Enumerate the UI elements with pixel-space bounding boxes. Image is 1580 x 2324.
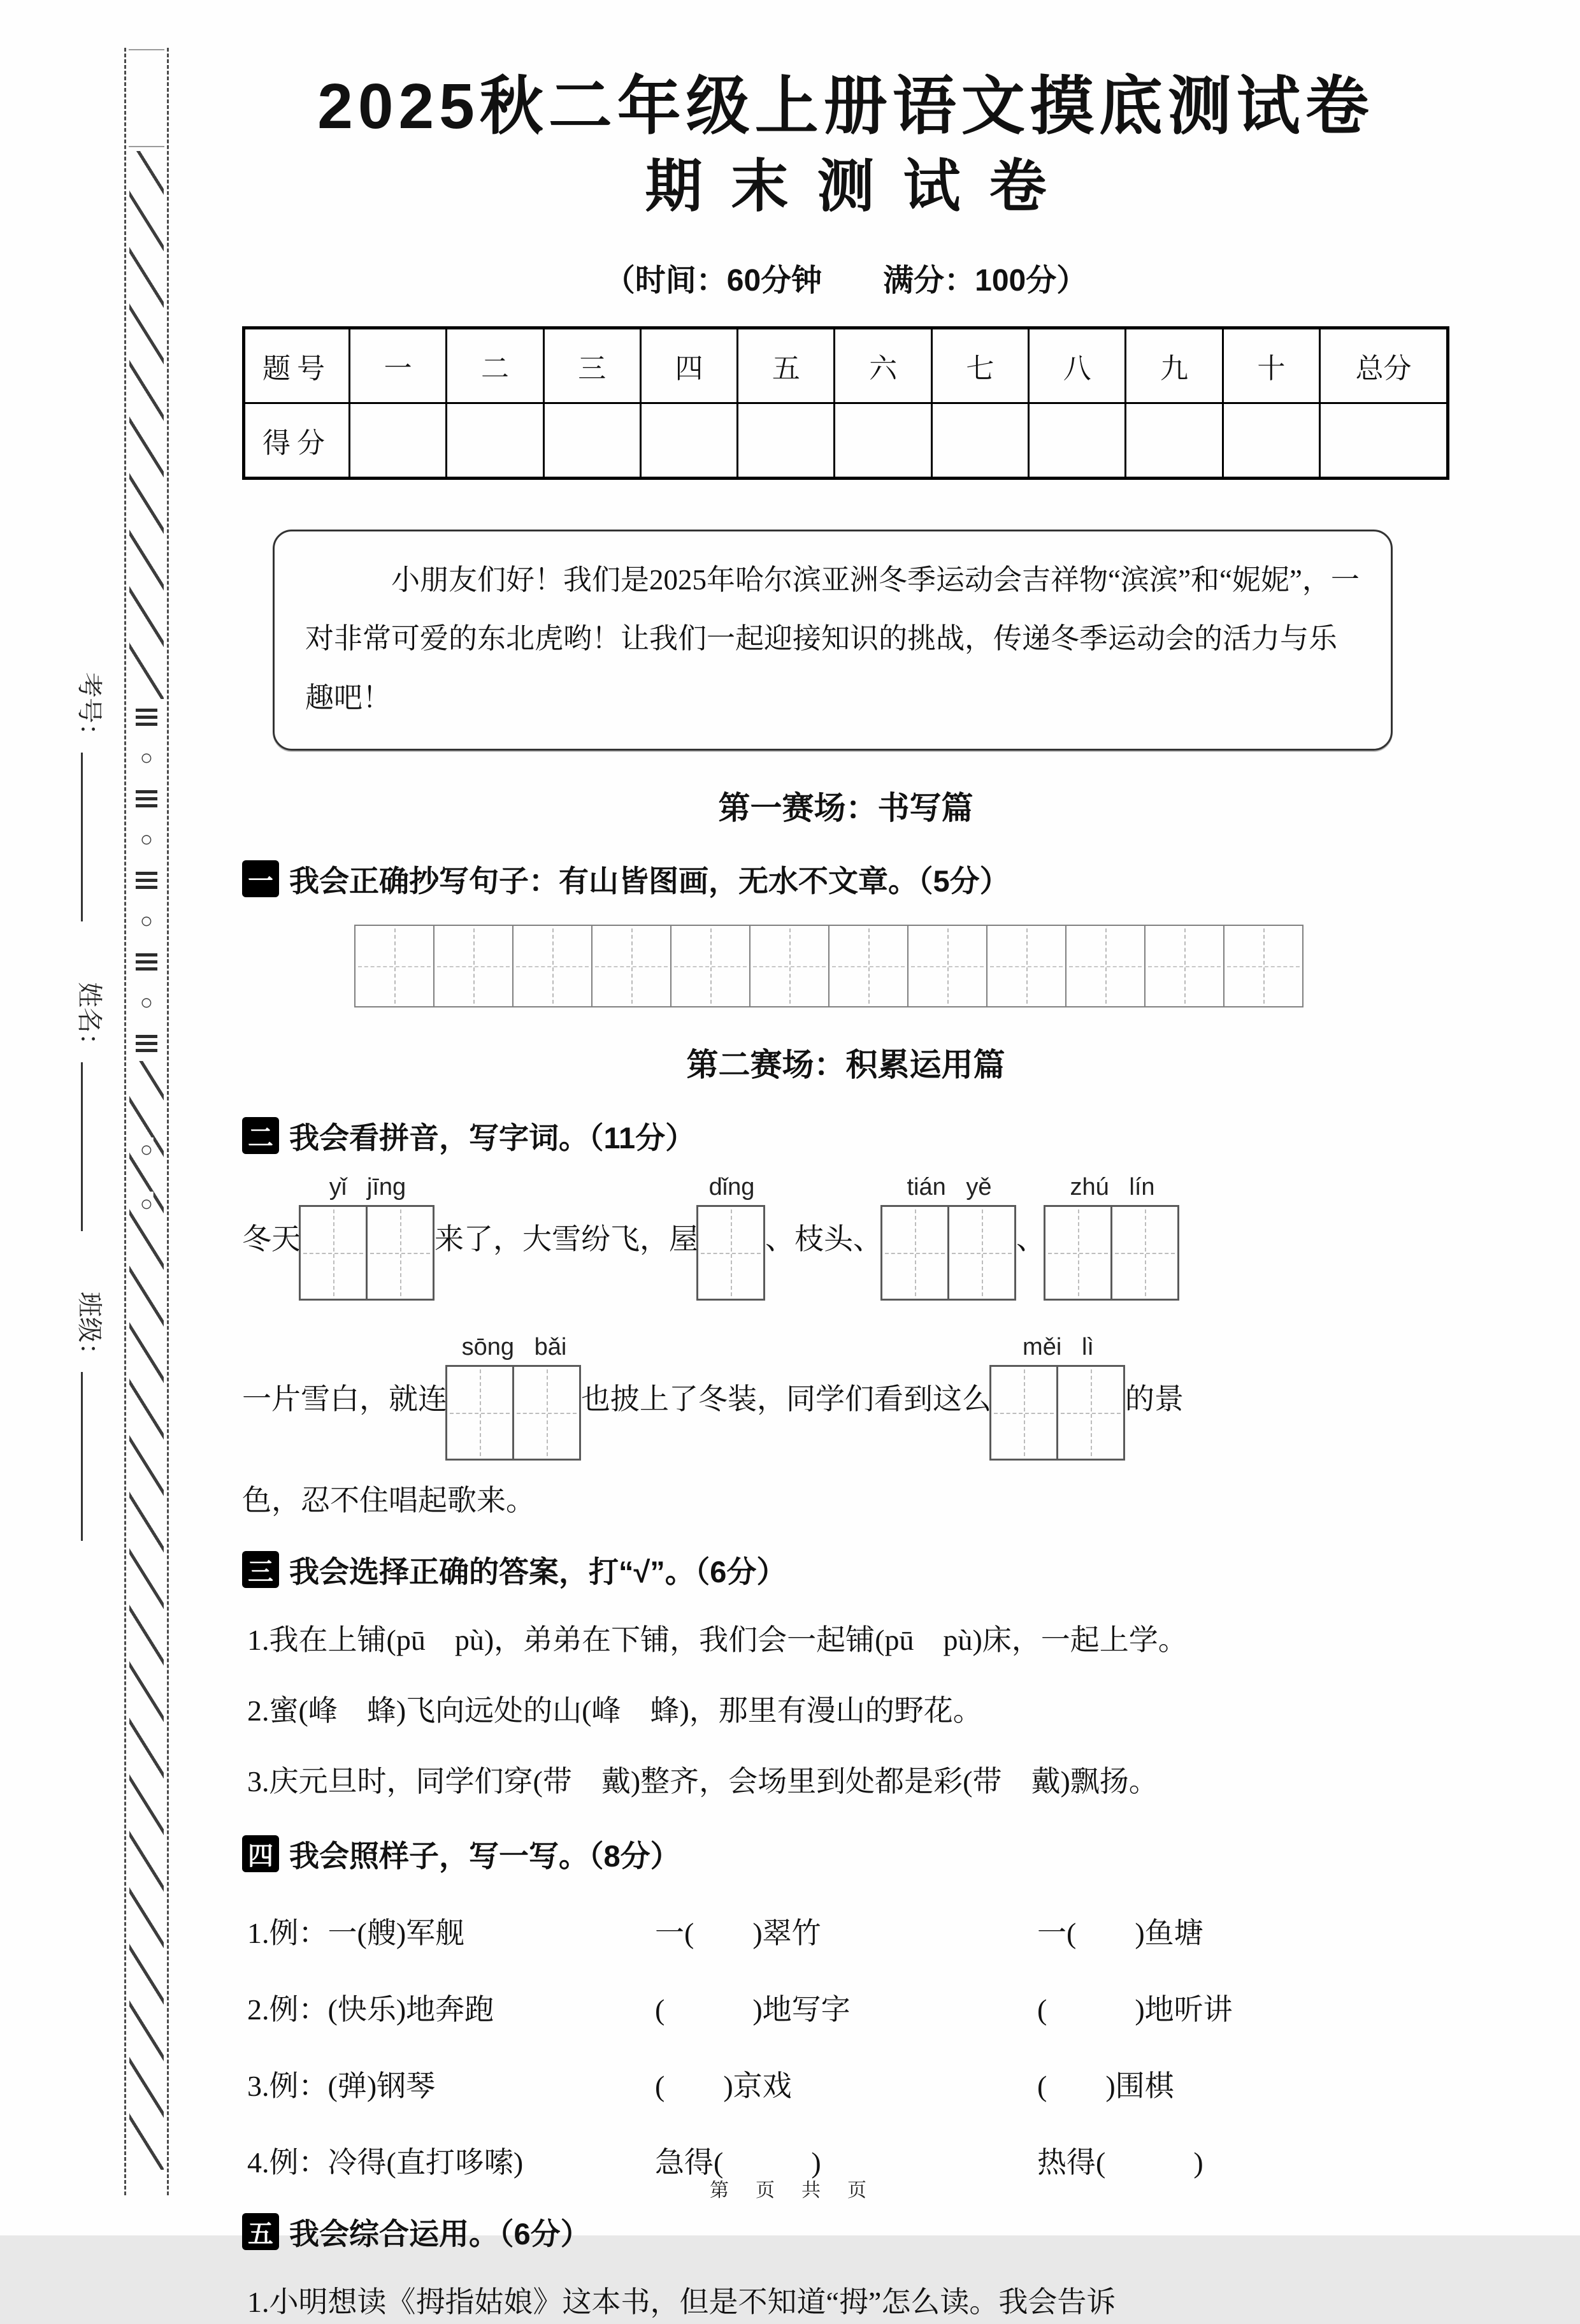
question1-number-badge: 一 [242, 860, 279, 897]
intro-text: 小朋友们好！我们是2025年哈尔滨亚洲冬季运动会吉祥物“滨滨”和“妮妮”，一对非常可爱的东北虎哟！让我们一起迎接知识的挑战，传递冬季运动会的活力与乐趣吧！ [305, 564, 1360, 714]
score-col-6: 七 [931, 328, 1028, 403]
question1-text: 我会正确抄写句子：有山皆图画，无水不文章。（5分） [289, 863, 1010, 898]
pinyin-answer-group [1045, 1174, 1179, 1301]
question3-number-badge: 三 [242, 1551, 279, 1588]
pinyin-row-2 [242, 1477, 1449, 1519]
question4-heading [242, 1833, 1449, 1875]
answer-cell [1044, 1205, 1112, 1301]
handwriting-cell [986, 925, 1066, 1007]
handwriting-cell [512, 925, 592, 1007]
score-col-9: 十 [1223, 328, 1319, 403]
question4-cell: ( )围棋 [1037, 2069, 1174, 2102]
seal-text-mark [136, 790, 157, 807]
seal-text-mark [136, 871, 157, 889]
seal-text-mark [136, 1034, 157, 1052]
question4-number-badge: 四 [242, 1835, 279, 1872]
score-col-label: 题号 [244, 328, 350, 403]
pinyin-label: zhú lín [1070, 1173, 1155, 1201]
score-cell-0 [350, 403, 447, 479]
score-cell-7 [1029, 403, 1126, 479]
pinyin-label: yǐ jīng [329, 1173, 406, 1201]
score-col-1: 二 [447, 328, 543, 403]
score-col-2: 三 [543, 328, 640, 403]
seal-circle: ○ [140, 990, 154, 1014]
pinyin-label: měi lì [1023, 1333, 1094, 1360]
handwriting-grid [356, 925, 1449, 1007]
score-col-10: 总分 [1320, 328, 1448, 403]
question5-item-1: 1.小明想读《拇指姑娘》这本书，但是不知道“拇”怎么读。我会告诉 [247, 2285, 1116, 2318]
score-col-5: 六 [835, 328, 931, 403]
handwriting-cell [354, 925, 434, 1007]
score-cell-9 [1223, 403, 1319, 479]
seal-hatch-upper [129, 151, 164, 699]
answer-boxes [991, 1365, 1125, 1461]
handwriting-cell [1223, 925, 1304, 1007]
section2-title: 第二赛场：积累运用篇 [686, 1046, 1005, 1083]
seal-top-box [129, 49, 164, 147]
handwriting-cell [1065, 925, 1146, 1007]
score-cell-6 [931, 403, 1028, 479]
question4-row-3 [247, 2063, 1449, 2105]
answer-cell [947, 1205, 1016, 1301]
score-col-8: 九 [1126, 328, 1223, 403]
answer-cell [445, 1365, 514, 1461]
pinyin-answer-group [882, 1174, 1016, 1301]
question4-cell: 1.例：一(艘)军舰 [247, 1916, 465, 1949]
score-col-3: 四 [640, 328, 737, 403]
score-col-0: 一 [350, 328, 447, 403]
question4-cell: ( )京戏 [655, 2069, 792, 2102]
question4-cell: 热得( ) [1037, 2146, 1203, 2179]
page-title: 2025秋二年级上册语文摸底测试卷 [317, 71, 1374, 142]
sentence-text: 冬天 [242, 1223, 301, 1256]
question3-text: 我会选择正确的答案，打“√”。（6分） [289, 1554, 787, 1589]
pinyin-answer-group [447, 1334, 581, 1461]
pinyin-row-0 [242, 1174, 1449, 1301]
pinyin-label: dǐng [708, 1173, 755, 1201]
question4-cell: 一( )鱼塘 [1037, 1916, 1203, 1949]
question4-cell: 2.例：(快乐)地奔跑 [247, 1993, 494, 2026]
question2-number-badge: 二 [242, 1117, 279, 1154]
pinyin-answer-group [698, 1174, 765, 1301]
question4-cell: ( )地写字 [655, 1993, 851, 2026]
answer-cell [880, 1205, 949, 1301]
student-field-1 [75, 982, 103, 1231]
seal-text-mark [136, 953, 157, 971]
question3-item-1: 1.我在上铺(pū pù)，弟弟在下铺，我们会一起铺(pū pù)床，一起上学。 [247, 1623, 1188, 1656]
seal-circle: ○ [140, 909, 154, 933]
answer-boxes [882, 1205, 1016, 1301]
answer-cell [696, 1205, 765, 1301]
student-field-2 [75, 1292, 103, 1541]
sentence-text: 、 [1016, 1223, 1045, 1256]
pinyin-exercise [242, 1174, 1449, 1519]
handwriting-cell [670, 925, 750, 1007]
pinyin-label: sōng bǎi [461, 1333, 567, 1360]
question5-items [242, 2280, 1449, 2324]
answer-cell [1110, 1205, 1179, 1301]
section1-title: 第一赛场：书写篇 [718, 790, 973, 826]
seal-circle: ○ [140, 827, 154, 851]
question2-text: 我会看拼音，写字词。（11分） [289, 1120, 696, 1155]
answer-cell [1056, 1365, 1125, 1461]
intro-box [273, 530, 1393, 751]
student-field-0 [75, 672, 103, 921]
answer-boxes [1045, 1205, 1179, 1301]
handwriting-cell [591, 925, 672, 1007]
sentence-text: 的景 [1125, 1383, 1184, 1416]
question5-heading [242, 2211, 1449, 2253]
seal-circle: ○ [140, 1137, 154, 1162]
score-col-4: 五 [738, 328, 835, 403]
question5-number-badge: 五 [242, 2213, 279, 2250]
handwriting-cell [749, 925, 830, 1007]
score-cell-4 [738, 403, 835, 479]
answer-cell [299, 1205, 368, 1301]
sentence-text: 一片雪白，就连 [242, 1383, 447, 1416]
handwriting-cell [907, 925, 988, 1007]
score-cell-5 [835, 403, 931, 479]
answer-boxes [301, 1205, 434, 1301]
question4-row-1 [247, 1910, 1449, 1952]
answer-cell [989, 1365, 1058, 1461]
pinyin-label: tián yě [907, 1173, 992, 1201]
question5-text: 我会综合运用。（6分） [289, 2216, 591, 2251]
page-subtitle: 期末测试卷 [645, 155, 1075, 219]
question3-item-2: 2.蜜(峰 蜂)飞向远处的山(峰 蜂)，那里有漫山的野花。 [247, 1694, 982, 1727]
student-field-label: 班级： [75, 1292, 103, 1368]
answer-cell [366, 1205, 434, 1301]
score-cell-3 [640, 403, 737, 479]
score-row-label: 得分 [244, 403, 350, 479]
page-footer: 第 页 共 页 [710, 2180, 870, 2201]
student-field-label: 姓名： [75, 982, 103, 1058]
sentence-text: 、枝头、 [765, 1223, 882, 1256]
score-table [242, 326, 1449, 480]
seal-text-mark [136, 708, 157, 726]
sentence-text: 来了，大雪纷飞，屋 [434, 1223, 698, 1256]
student-field-line [81, 753, 83, 921]
seal-circle: ○ [140, 746, 154, 770]
score-cell-10 [1320, 403, 1448, 479]
question4-rows [242, 1910, 1449, 2181]
score-table-header-row [244, 328, 1448, 403]
sentence-text: 也披上了冬装，同学们看到这么 [581, 1383, 991, 1416]
seal-circle: ○ [140, 1192, 154, 1216]
pinyin-row-1 [242, 1334, 1449, 1461]
pinyin-answer-group [301, 1174, 434, 1301]
score-cell-2 [543, 403, 640, 479]
seal-marks [126, 703, 167, 1057]
question3-items [242, 1618, 1449, 1803]
exam-meta: （时间：60分钟 满分：100分） [604, 264, 1088, 298]
pinyin-answer-group [991, 1334, 1125, 1461]
score-col-7: 八 [1029, 328, 1126, 403]
question1-heading [242, 858, 1449, 900]
question3-heading [242, 1548, 1449, 1591]
sentence-text: 色，忍不住唱起歌来。 [242, 1483, 535, 1517]
answer-boxes [447, 1365, 581, 1461]
question4-cell: 4.例：冷得(直打哆嗦) [247, 2146, 524, 2179]
main-column [242, 67, 1449, 2324]
student-field-label: 考号： [75, 672, 103, 749]
question4-row-2 [247, 1986, 1449, 2028]
student-field-line [81, 1062, 83, 1231]
question4-cell: 一( )翠竹 [655, 1916, 821, 1949]
score-cell-1 [447, 403, 543, 479]
question4-cell: 3.例：(弹)钢琴 [247, 2069, 436, 2102]
question4-text: 我会照样子，写一写。（8分） [289, 1838, 680, 1873]
handwriting-cell [1144, 925, 1224, 1007]
answer-cell [512, 1365, 581, 1461]
seal-hatch-lower [129, 1061, 164, 2170]
question4-cell: 急得( ) [655, 2146, 821, 2179]
question3-item-3: 3.庆元旦时，同学们穿(带 戴)整齐，会场里到处都是彩(带 戴)飘扬。 [247, 1765, 1158, 1798]
score-cell-8 [1126, 403, 1223, 479]
seal-line-strip [124, 48, 169, 2195]
handwriting-cell [828, 925, 908, 1007]
student-field-line [81, 1372, 83, 1541]
handwriting-cell [433, 925, 514, 1007]
answer-boxes [698, 1205, 765, 1301]
question2-heading [242, 1115, 1449, 1157]
question4-cell: ( )地听讲 [1037, 1993, 1233, 2026]
score-table-score-row [244, 403, 1448, 479]
